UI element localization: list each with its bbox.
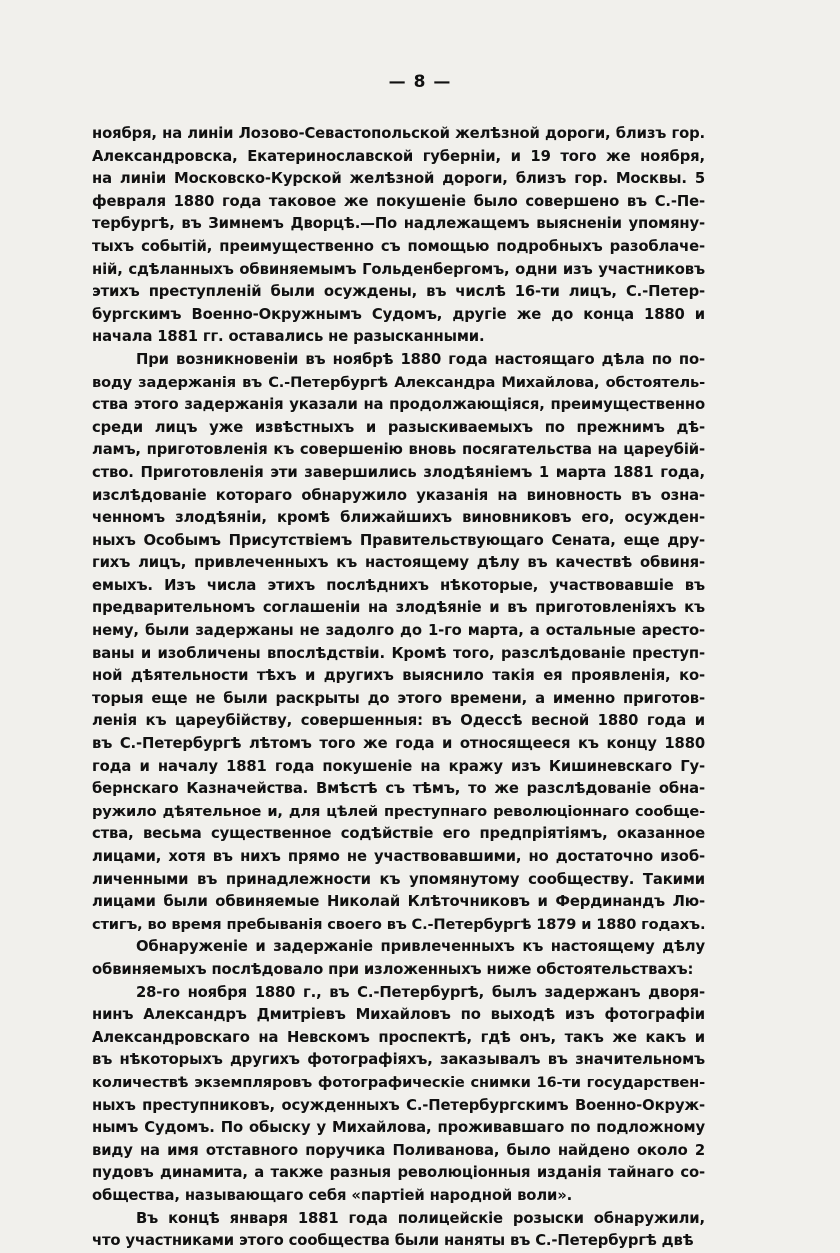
text-line: бернскаго Казначейства. Вмѣстѣ съ тѣмъ, то же разслѣдованіе обна-: [92, 780, 705, 798]
text-line: ламъ, приготовленія къ совершенію вновь посягательства на цареубій-: [92, 441, 705, 459]
text-line: гихъ лицъ, привлеченныхъ къ настоящему дѣлу въ качествѣ обвиня-: [92, 554, 705, 572]
text-line: этихъ преступленій были осуждены, въ числѣ 16-ти лицъ, С.-Петер-: [92, 283, 705, 301]
text-line: обвиняемыхъ послѣдовало при изложенныхъ ниже обстоятельствахъ:: [92, 960, 694, 978]
text-line: бургскимъ Военно-Окружнымъ Судомъ, другіе же до конца 1880 и: [92, 305, 705, 323]
text-line: въ нѣкоторыхъ другихъ фотографіяхъ, заказывалъ въ значительномъ: [92, 1051, 705, 1069]
text-line: При возникновеніи въ ноябрѣ 1880 года настоящаго дѣла по по-: [136, 350, 705, 368]
text-line: ство. Приготовленія эти завершились злодѣяніемъ 1 марта 1881 года,: [92, 463, 705, 481]
text-line: лицами были обвиняемые Николай Клѣточниковъ и Фердинандъ Лю-: [92, 893, 705, 911]
text-line: стигъ, во время пребыванія своего въ С.-Петербургѣ 1879 и 1880 годахъ.: [92, 915, 706, 933]
page-number: — 8 —: [388, 72, 452, 92]
text-line: начала 1881 гг. оставались не разысканными.: [92, 328, 485, 346]
text-line: количествѣ экземпляровъ фотографическіе снимки 16-ти государствен-: [92, 1073, 705, 1091]
text-line: ній, сдѣланныхъ обвиняемымъ Гольденбергомъ, одни изъ участниковъ: [92, 260, 705, 278]
text-line: виду на имя отставного поручика Поливанова, было найдено около 2: [92, 1141, 705, 1159]
text-line: на линіи Московско-Курской желѣзной дороги, близъ гор. Москвы. 5: [92, 170, 705, 188]
paragraph: [92, 982, 705, 1208]
body-text: [92, 123, 705, 1253]
text-line: года и началу 1881 года покушеніе на кражу изъ Кишиневскаго Гу-: [92, 757, 705, 775]
text-line: ства, весьма существенное содѣйствіе его предпріятіямъ, оказанное: [92, 825, 705, 843]
text-line: предварительномъ соглашеніи на злодѣяніе и въ приготовленіяхъ къ: [92, 599, 705, 617]
text-line: что участниками этого сообщества были наняты въ С.-Петербургѣ двѣ: [92, 1232, 694, 1250]
paragraph: [92, 1208, 705, 1253]
text-line: емыхъ. Изъ числа этихъ послѣднихъ нѣкоторые, участвовавшіе въ: [92, 576, 705, 594]
text-line: ной дѣятельности тѣхъ и другихъ выяснило такія ея проявленія, ко-: [92, 667, 705, 685]
text-line: изслѣдованіе котораго обнаружило указанія на виновность въ озна-: [92, 486, 705, 504]
text-line: нымъ Судомъ. По обыску у Михайлова, проживавшаго по подложному: [92, 1119, 705, 1137]
text-line: ваны и изобличены впослѣдствіи. Кромѣ того, разслѣдованіе преступ-: [92, 644, 705, 662]
text-line: Александровска, Екатеринославской губерніи, и 19 того же ноября,: [92, 147, 705, 165]
text-line: воду задержанія въ С.-Петербургѣ Александра Михайлова, обстоятель-: [92, 373, 705, 391]
text-line: среди лицъ уже извѣстныхъ и разыскиваемыхъ по прежнимъ дѣ-: [92, 418, 705, 436]
text-line: Обнаруженіе и задержаніе привлеченныхъ къ настоящему дѣлу: [136, 938, 705, 956]
text-line: ства этого задержанія указали на продолжающіяся, преимущественно: [92, 396, 705, 414]
text-line: 28-го ноября 1880 г., въ С.-Петербургѣ, былъ задержанъ дворя-: [136, 983, 705, 1001]
text-line: февраля 1880 года таковое же покушеніе было совершено въ С.-Пе-: [92, 192, 705, 210]
text-line: пудовъ динамита, а также разныя революціонныя изданія тайнаго со-: [92, 1164, 705, 1182]
text-line: ныхъ Особымъ Присутствіемъ Правительствующаго Сената, еще дру-: [92, 531, 705, 549]
text-line: нему, были задержаны не задолго до 1-го марта, а остальные аресто-: [92, 622, 705, 640]
text-line: общества, называющаго себя «партіей народной воли».: [92, 1186, 573, 1204]
text-line: ченномъ злодѣяніи, кромѣ ближайшихъ виновниковъ его, осужден-: [92, 509, 705, 527]
text-line: личенными въ принадлежности къ упомянутому сообществу. Такими: [92, 870, 705, 888]
paragraph: [92, 936, 705, 981]
text-line: ныхъ преступниковъ, осужденныхъ С.-Петербургскимъ Военно-Окруж-: [92, 1096, 705, 1114]
text-line: нинъ Александръ Дмитріевъ Михайловъ по выходѣ изъ фотографіи: [92, 1006, 705, 1024]
text-line: лицами, хотя въ нихъ прямо не участвовавшими, но достаточно изоб-: [92, 848, 705, 865]
text-line: торыя еще не были раскрыты до этого времени, а именно приготов-: [92, 689, 705, 707]
text-line: ноября, на линіи Лозово-Севастопольской желѣзной дороги, близъ гор.: [92, 125, 705, 142]
text-line: тыхъ событій, преимущественно съ помощью подробныхъ разоблаче-: [92, 237, 705, 255]
text-line: въ С.-Петербургѣ лѣтомъ того же года и относящееся къ концу 1880: [92, 735, 705, 753]
text-line: Въ концѣ января 1881 года полицейскіе розыски обнаружили,: [136, 1209, 705, 1227]
paragraph: [92, 349, 705, 936]
text-line: ленія къ цареубійству, совершенныя: въ Одессѣ весной 1880 года и: [92, 712, 705, 730]
text-line: Александровскаго на Невскомъ проспектѣ, гдѣ онъ, такъ же какъ и: [92, 1028, 705, 1046]
paragraph: [92, 123, 705, 349]
text-line: ружило дѣятельное и, для цѣлей преступнаго революціоннаго сообще-: [92, 802, 705, 820]
text-line: тербургѣ, въ Зимнемъ Дворцѣ.—По надлежащемъ выясненіи упомяну-: [92, 215, 705, 233]
